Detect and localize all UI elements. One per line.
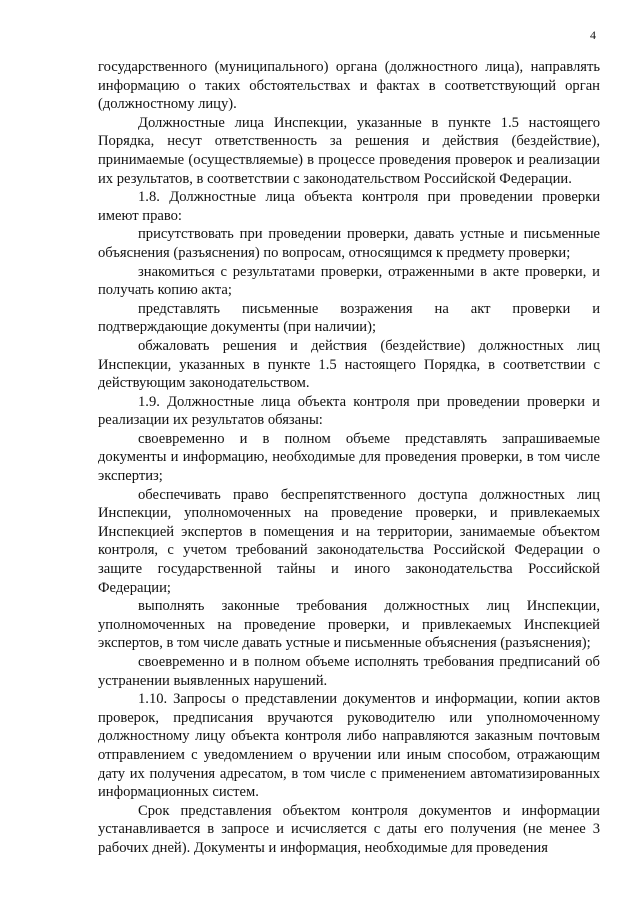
paragraph-1-9-heading: 1.9. Должностные лица объекта контроля при проведении проверки и реализации их результатов обязаны: bbox=[98, 393, 600, 429]
paragraph-1-8-heading: 1.8. Должностные лица объекта контроля при проведении проверки имеют право: bbox=[98, 189, 600, 224]
duty-item-provide-documents: своевременно и в полном объеме представлять запрашиваемые документы и информацию, необходимые для проведения проверки, в том числе экспертиз; bbox=[98, 430, 600, 485]
paragraph-1-10: 1.10. Запросы о представлении документов и информации, копии актов проверок, предписания вручаются руководителю или уполномоченному должностному лицу объекта контроля либо направляются заказным почтовым отправлением с уведомлением о вручении или иным способом, отражающим дату их получения адресатом, в том числе с применением автоматизированных информационных систем. bbox=[98, 691, 600, 801]
duty-item-execute-orders: своевременно и в полном объеме исполнять требования предписаний об устранении выявленных нарушений. bbox=[98, 654, 600, 689]
duty-item-comply: выполнять законные требования должностных лиц Инспекции, уполномоченных на проведение проверки, и привлекаемых Инспекцией экспертов, в том числе давать устные и письменные объяснения (разъяснения); bbox=[98, 598, 600, 652]
right-item-objections: представлять письменные возражения на акт проверки и подтверждающие документы (при наличии); bbox=[98, 300, 600, 336]
right-item-appeal: обжаловать решения и действия (бездействие) должностных лиц Инспекции, указанных в пункте 1.5 настоящего Порядка, в соответствии с действующим законодательством. bbox=[98, 337, 600, 392]
right-item-attend: присутствовать при проведении проверки, давать устные и письменные объяснения (разъяснения) по вопросам, относящимся к предмету проверки; bbox=[98, 226, 600, 261]
duty-item-access: обеспечивать право беспрепятственного доступа должностных лиц Инспекции, уполномоченных на проведение проверки, и привлекаемых Инспекцией экспертов в помещения и на территории, занимаемые объектом контроля, с учетом требований законодательства Российской Федерации о защите государственной тайны и иного законодательства Российской Федерации; bbox=[98, 486, 600, 596]
paragraph-deadline: Срок представления объектом контроля документов и информации устанавливается в запросе и исчисляется с даты его получения (не менее 3 рабочих дней). Документы и информация, необходимые для проведения bbox=[98, 802, 600, 856]
document-body bbox=[98, 58, 600, 858]
right-item-review-results: знакомиться с результатами проверки, отраженными в акте проверки, и получать копию акта; bbox=[98, 263, 600, 299]
page-number: 4 bbox=[590, 28, 596, 42]
paragraph-responsibility: Должностные лица Инспекции, указанные в пункте 1.5 настоящего Порядка, несут ответственность за решения и действия (бездействие), принимаемые (осуществляемые) в процессе проведения проверок и реализации их результатов, в соответствии с законодательством Российской Федерации. bbox=[98, 114, 600, 187]
paragraph-continuation: государственного (муниципального) органа (должностного лица), направлять информацию о таких обстоятельствах и фактах в соответствующий орган (должностному лицу). bbox=[98, 59, 600, 113]
